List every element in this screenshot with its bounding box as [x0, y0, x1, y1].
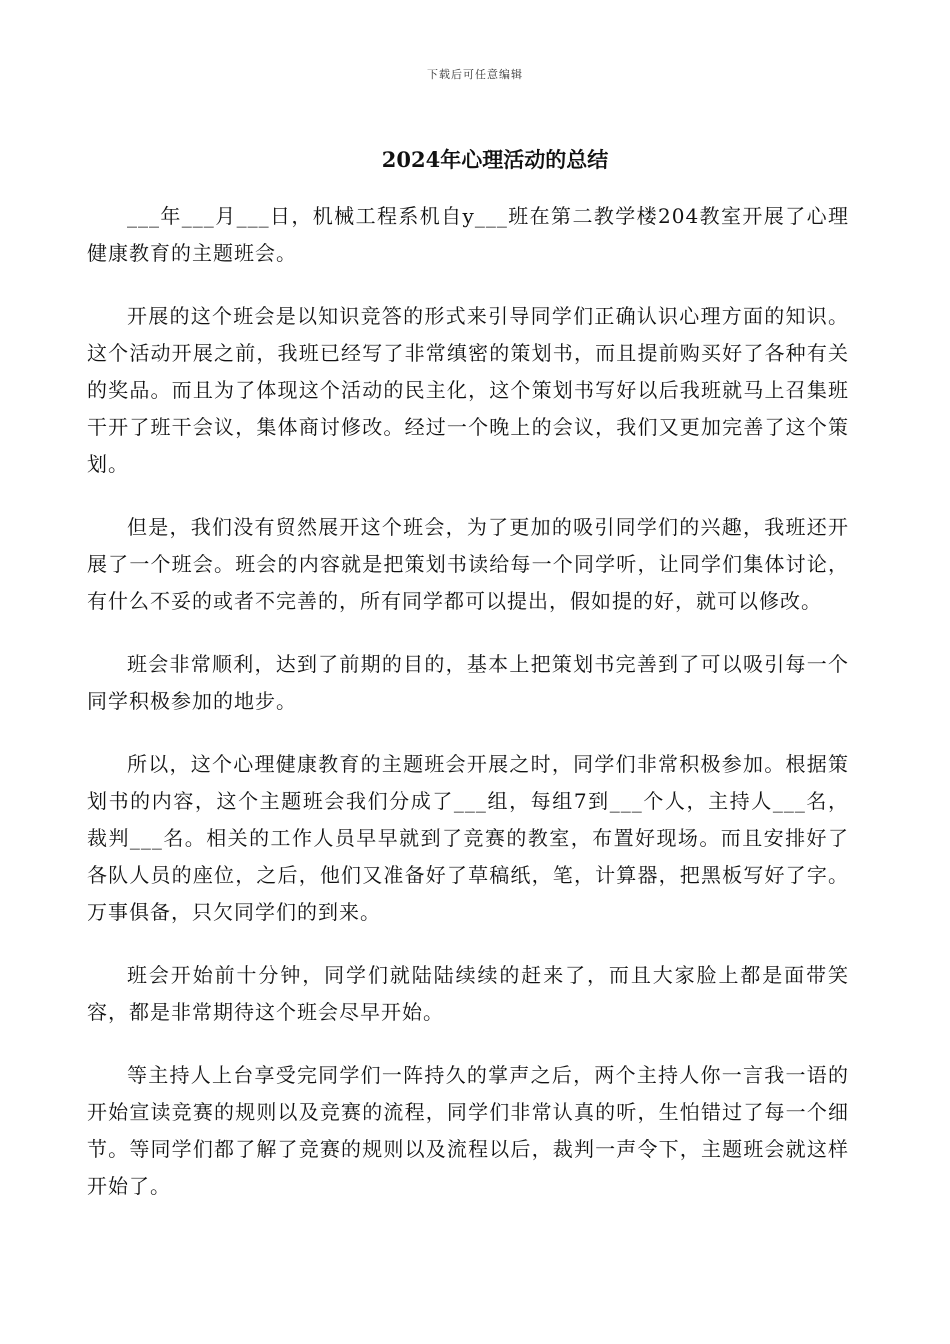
document-title: 2024年心理活动的总结 — [381, 147, 609, 172]
paragraph: 但是，我们没有贸然展开这个班会，为了更加的吸引同学们的兴趣，我班还开展了一个班会。班会的内容就是把策划书读给每一个同学听，让同学们集体讨论，有什么不妥的或者不完善的，所有同学都可以提出，假如提的好，就可以修改。 — [87, 515, 849, 613]
document-body — [87, 198, 849, 1231]
header-note: 下载后可任意编辑 — [427, 68, 523, 81]
paragraph: 班会非常顺利，达到了前期的目的，基本上把策划书完善到了可以吸引每一个同学积极参加的地步。 — [87, 652, 849, 713]
paragraph: 等主持人上台享受完同学们一阵持久的掌声之后，两个主持人你一言我一语的开始宣读竞赛的规则以及竞赛的流程，同学们非常认真的听，生怕错过了每一个细节。等同学们都了解了竞赛的规则以及流程以后，裁判一声令下，主题班会就这样开始了。 — [87, 1063, 849, 1198]
paragraph: 所以，这个心理健康教育的主题班会开展之时，同学们非常积极参加。根据策划书的内容，这个主题班会我们分成了___组，每组7到___个人，主持人___名，裁判___名。相关的工作人员早早就到了竞赛的教室，布置好现场。而且安排好了各队人员的座位，之后，他们又准备好了草稿纸，笔，计算器，把黑板写好了字。万事俱备，只欠同学们的到来。 — [87, 752, 849, 924]
paragraph: 开展的这个班会是以知识竞答的形式来引导同学们正确认识心理方面的知识。这个活动开展之前，我班已经写了非常缜密的策划书，而且提前购买好了各种有关的奖品。而且为了体现这个活动的民主化，这个策划书写好以后我班就马上召集班干开了班干会议，集体商讨修改。经过一个晚上的会议，我们又更加完善了这个策划。 — [87, 304, 849, 476]
paragraph: 班会开始前十分钟，同学们就陆陆续续的赶来了，而且大家脸上都是面带笑容，都是非常期待这个班会尽早开始。 — [87, 963, 849, 1024]
paragraph: ___年___月___日，机械工程系机自y___班在第二教学楼204教室开展了心理健康教育的主题班会。 — [87, 204, 849, 265]
